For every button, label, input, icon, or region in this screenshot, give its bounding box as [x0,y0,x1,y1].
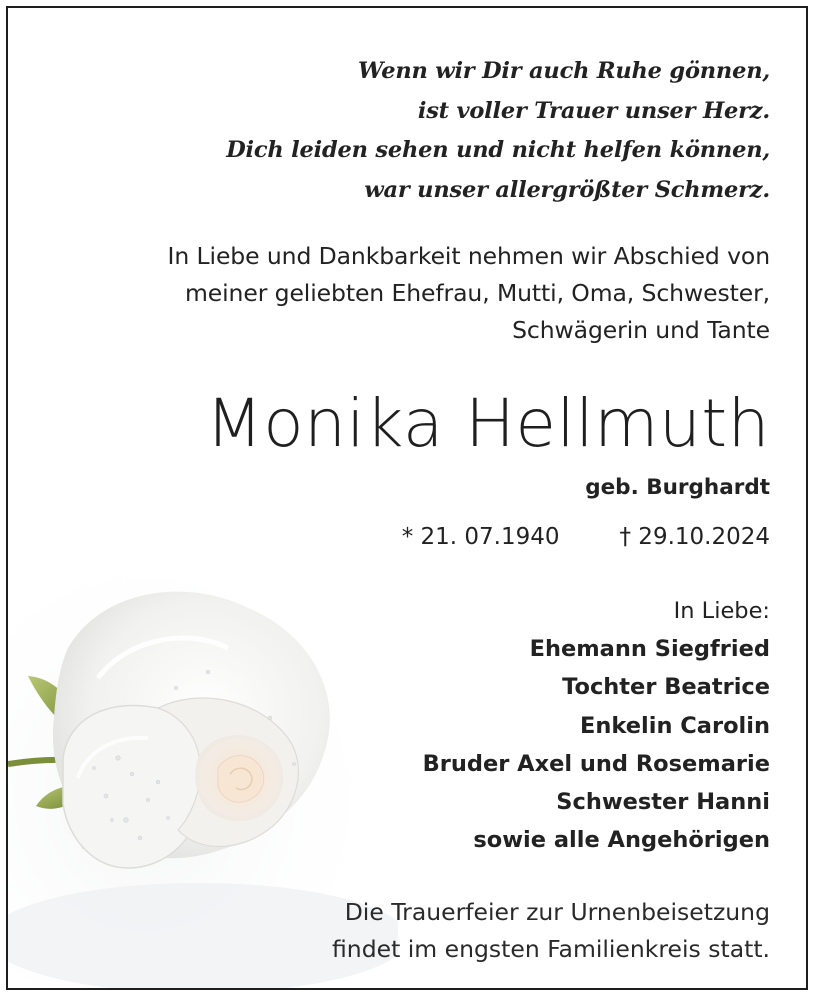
poem-line: war unser allergrößter Schmerz. [364,176,770,203]
birth-date: * 21. 07.1940 [401,524,560,550]
funeral-note [332,894,770,968]
poem-line: Wenn wir Dir auch Ruhe gönnen, [357,58,770,84]
memorial-poem [226,52,770,210]
poem-line: Dich leiden sehen und nicht helfen können, [226,137,770,163]
mourners-list [423,592,770,859]
mourner-name: Enkelin Carolin [580,712,770,739]
deceased-name: Monika Hellmuth [205,385,770,462]
mourner-name: Ehemann Siegfried [529,636,770,663]
mourner-name: sowie alle Angehörigen [473,827,770,854]
mourners-lead: In Liebe: [673,598,770,624]
obituary-notice [6,6,808,990]
mourner-name: Bruder Axel und Rosemarie [422,750,770,777]
death-date: † 29.10.2024 [619,524,770,550]
farewell-intro [168,238,770,349]
intro-line: meiner geliebten Ehefrau, Mutti, Oma, Schwester, [184,279,770,307]
mourner-name: Schwester Hanni [556,789,770,816]
intro-line: Schwägerin und Tante [512,316,770,344]
closing-line: findet im engsten Familienkreis statt. [332,935,770,963]
life-dates [402,520,770,554]
poem-line: ist voller Trauer unser Herz. [417,97,770,124]
mourner-name: Tochter Beatrice [562,674,770,701]
closing-line: Die Trauerfeier zur Urnenbeisetzung [344,898,770,926]
intro-line: In Liebe und Dankbarkeit nehmen wir Abschied von [167,242,770,270]
maiden-name: geb. Burghardt [585,475,770,500]
